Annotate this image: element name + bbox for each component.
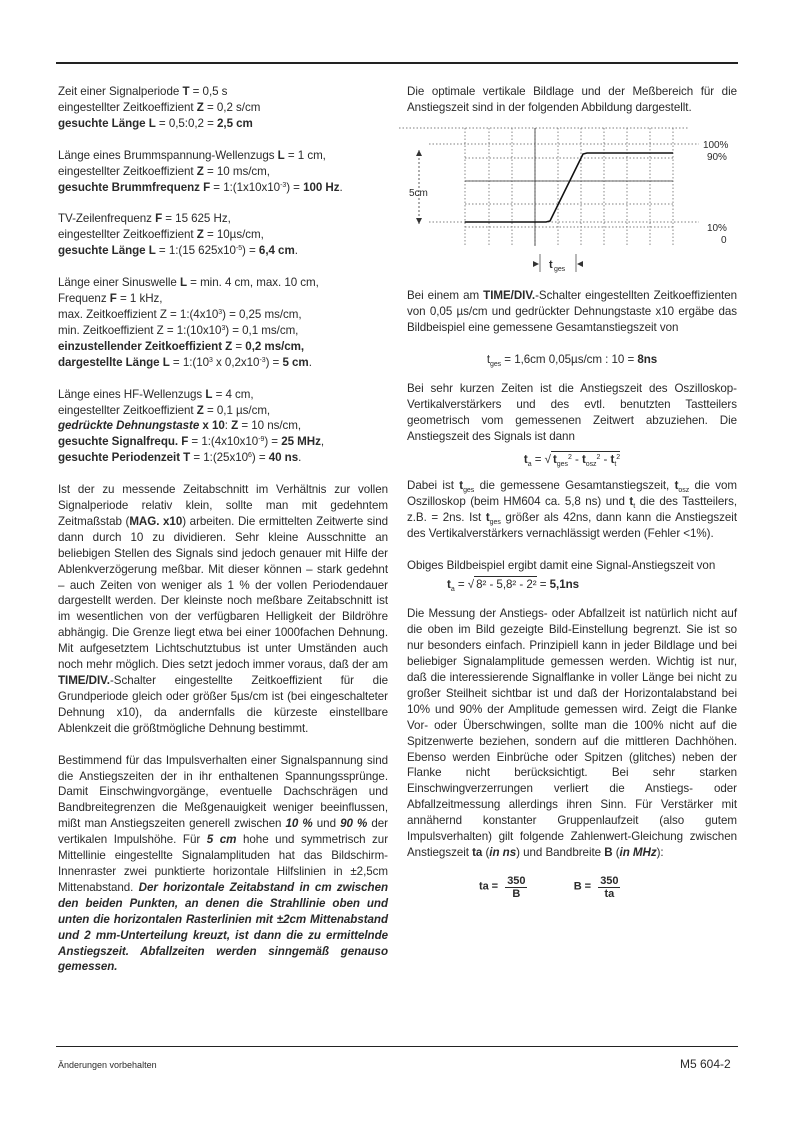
right-column	[407, 84, 737, 900]
paragraph-short-times: Bei sehr kurzen Zeiten ist die Anstiegszeit des Oszilloskop-Vertikalverstärkers und des evtl. benutzten Tastteilers geometrisch vom gemessenen Zeitwert abzuziehen. Die Anstiegszeit des Signals ist dann	[407, 382, 737, 444]
formula-ta: $t_a$ = √ $t_{ges}^2 - t_{osz}^2 - t_t^2$	[523, 453, 621, 469]
top-rule	[56, 62, 738, 64]
paragraph-measurement: Die Messung der Anstiegs- oder Abfallzeit ist natürlich nicht auf die oben im Bild gezeigte Bild-Einstellung begrenzt. Sie ist so nur besonders einfach. Prinzipiell kann in jeder Bildlage und bei beliebiger Signalamplitude gemessen werden. Wichtig ist nur, daß die interessierende Signalflanke in voller Länge bei nicht zu großer Steilheit sichtbar ist und daß der Horizontalabstand bei 10% und 90% der Amplitude gemessen wird. Zeigt die Flanke Vor- oder Überschwingen, sollte man die 100% nicht auf die Spitzenwerte beziehen, sondern auf die mittleren Dachhöhen. Ebenso werden Einbrüche oder Spitzen (glitches) neben der Flanke nicht berücksichtigt. Bei sehr starken Einschwingverzerrungen verliert die Anstiegs- oder Abfallzeitmessung allerdings ihren Sinn. Für Verstärker mit annähernd konstanter Gruppenlaufzeit (also gutem Impulsverhalten) gilt folgende Zahlenwert-Gleichung zwischen Anstiegszeit ta (in ns) und Bandbreite B (in MHz):	[407, 607, 737, 859]
paragraph-timediv: Bei einem am TIME/DIV.-Schalter eingestellten Zeitkoeffizienten von 0,05 µs/cm und gedrückter Dehnungstaste x10 ergäbe das Bildbeispiel eine gemessene Gesamtanstiegszeit von	[407, 288, 738, 334]
formula-bandwidth: ta = $\frac{350}{B}$ B = $\frac{350}{ta}$	[479, 874, 619, 900]
example-hf-wave: Länge eines HF-Wellenzugs L = 4 cm, eingestellter Zeitkoeffizient Z = 0,1 µs/cm, gedrückte Dehnungstaste x 10: Z = 10 ns/cm, gesuchte Signalfrequ. $F = 1:(4x10x10^{-9}) = 25$ MHz, gesuchte Periodenzeit $T = 1:(25x10^6) = 40$ ns.	[58, 387, 325, 465]
oscilloscope-graticule	[399, 126, 739, 276]
example-hum-frequency: Länge eines Brummspannung-Wellenzugs L = 1 cm, eingestellter Zeitkoeffizient Z = 10 ms/cm, gesuchte Brummfrequenz $F = 1:(1x10x10^{-3}) = 100$ Hz.	[58, 148, 343, 194]
label-0-percent: 0	[721, 234, 727, 246]
bottom-rule	[56, 1046, 738, 1047]
footer-note: Änderungen vorbehalten	[58, 1060, 157, 1070]
label-10-percent: 10%	[707, 222, 727, 234]
formula-ta-result: $t_a$ = √ 8² - 5,8² - 2² = 5,1ns	[447, 577, 580, 593]
paragraph-rise-time: Bestimmend für das Impulsverhalten einer Signalspannung sind die Anstiegszeiten der in ihr enthaltenen Spannungssprünge. Damit Einschwingvorgänge, eventuelle Dachschrägen und Bandbreitegrenzen die Meßgenauigkeit weniger beeinflussen, mißt man Anstiegszeiten generell zwischen 10 % und 90 % der vertikalen Impulshöhe. Für 5 cm hohe und symmetrisch zur Mittellinie eingestellte Signalamplituden hat das Bildschirm-Innenraster zwei punktierte horizontale Hilfslinien in ±2,5cm Mittenabstand. Der horizontale Zeitabstand in cm zwischen den beiden Punkten, an denen die Strahllinie oben und unten die horizontalen Rasterlinien mit ±2cm Mittenabstand und 2 mm-Unterteilung kreuzt, ist dann die zu ermittelnde Anstiegszeit. Abfallzeiten werden sinngemäß genauso gemessen.	[58, 753, 389, 974]
example-tv-line: TV-Zeilenfrequenz F = 15 625 Hz, eingestellter Zeitkoeffizient Z = 10µs/cm, gesuchte Länge L = 1:(15 $625x10^{-5}) = 6,4$ cm.	[58, 212, 298, 258]
rise-time-figure	[399, 126, 739, 276]
paragraph-definitions: Dabei ist $t_{ges}$ die gemessene Gesamtanstiegszeit, $t_{osz}$ die vom Oszilloskop (beim HM604 ca. 5,8 ns) und $t_t$ die des Tastteilers, z.B. = 2ns. Ist $t_{ges}$ größer als 42ns, dann kann die Anstiegszeit des Vertikalverstärkers vernachlässigt werden (Fehler <1%).	[407, 478, 737, 540]
formula-tges: $t_{ges} = 1,6cm$ 0,05µs/cm : 10 = 8ns	[486, 352, 658, 368]
example-signal-period: Zeit einer Signalperiode T = 0,5 s eingestellter Zeitkoeffizient Z = 0,2 s/cm gesuchte Länge L = 0,5:0,2 = 2,5 cm	[58, 85, 261, 130]
paragraph-magnification: Ist der zu messende Zeitabschnitt im Verhältnis zur vollen Signalperiode relativ klein, sollte man mit gedehntem Zeitmaßstab (MAG. x10) arbeiten. Die ermittelten Zeitwerte sind dann durch 10 zu dividieren. Sehr kleine Ausschnitte an beliebigen Stellen des Signals sind jedoch genauer mit Hilfe der Ablenkverzögerung meßbar. Mit dieser können – stark gedehnt – auch Zeiten von weniger als 1 % der vollen Periodendauer dargestellt werden. Der kleinste noch meßbare Zeitabschnitt ist im wesentlichen von der verfügbaren Helligkeit der Bildröhre abhängig. Die Grenze liegt etwa bei einer 1000fachen Dehnung. Mit aufgesetztem Lichtschutztubus ist unter Umständen auch noch mehr möglich. Dies setzt jedoch immer voraus, daß der am TIME/DIV.-Schalter eingestellte Zeitkoeffizient für die Grundperiode gleich oder größer 5µs/cm ist (bei eingeschalteter Dehnung x10), da andernfalls die kürzeste einstellbare Ablenkzeit die größtmögliche Dehnung bestimmt.	[58, 483, 388, 735]
pulse-trace	[465, 153, 673, 222]
paragraph-example-result: Obiges Bildbeispiel ergibt damit eine Signal-Anstiegszeit von	[407, 558, 716, 572]
figure-intro: Die optimale vertikale Bildlage und der Meßbereich für die Anstiegszeit sind in der folgenden Abbildung dargestellt.	[407, 85, 737, 114]
page-number: M5 604-2	[680, 1057, 731, 1071]
label-t: t	[549, 258, 553, 271]
label-5cm: 5cm	[409, 187, 428, 199]
label-100-percent: 100%	[703, 139, 729, 151]
label-t-sub: ges	[554, 265, 566, 273]
label-90-percent: 90%	[707, 151, 727, 163]
left-column	[58, 84, 388, 991]
example-sine-wave: Länge einer Sinuswelle L = min. 4 cm, max. 10 cm, Frequenz F = 1 kHz, max. Zeitkoeffizient $Z = 1:(4x10^3) = 0,25$ ms/cm, min. Zeitkoeffizient $Z = 1:(10x10^3) = 0,1$ ms/cm, einzustellender Zeitkoeffizient Z = 0,2 ms/cm, dargestellte Länge $L = 1:(10^3$ x $0,2x10^{-3}) = 5$ cm.	[58, 276, 319, 369]
